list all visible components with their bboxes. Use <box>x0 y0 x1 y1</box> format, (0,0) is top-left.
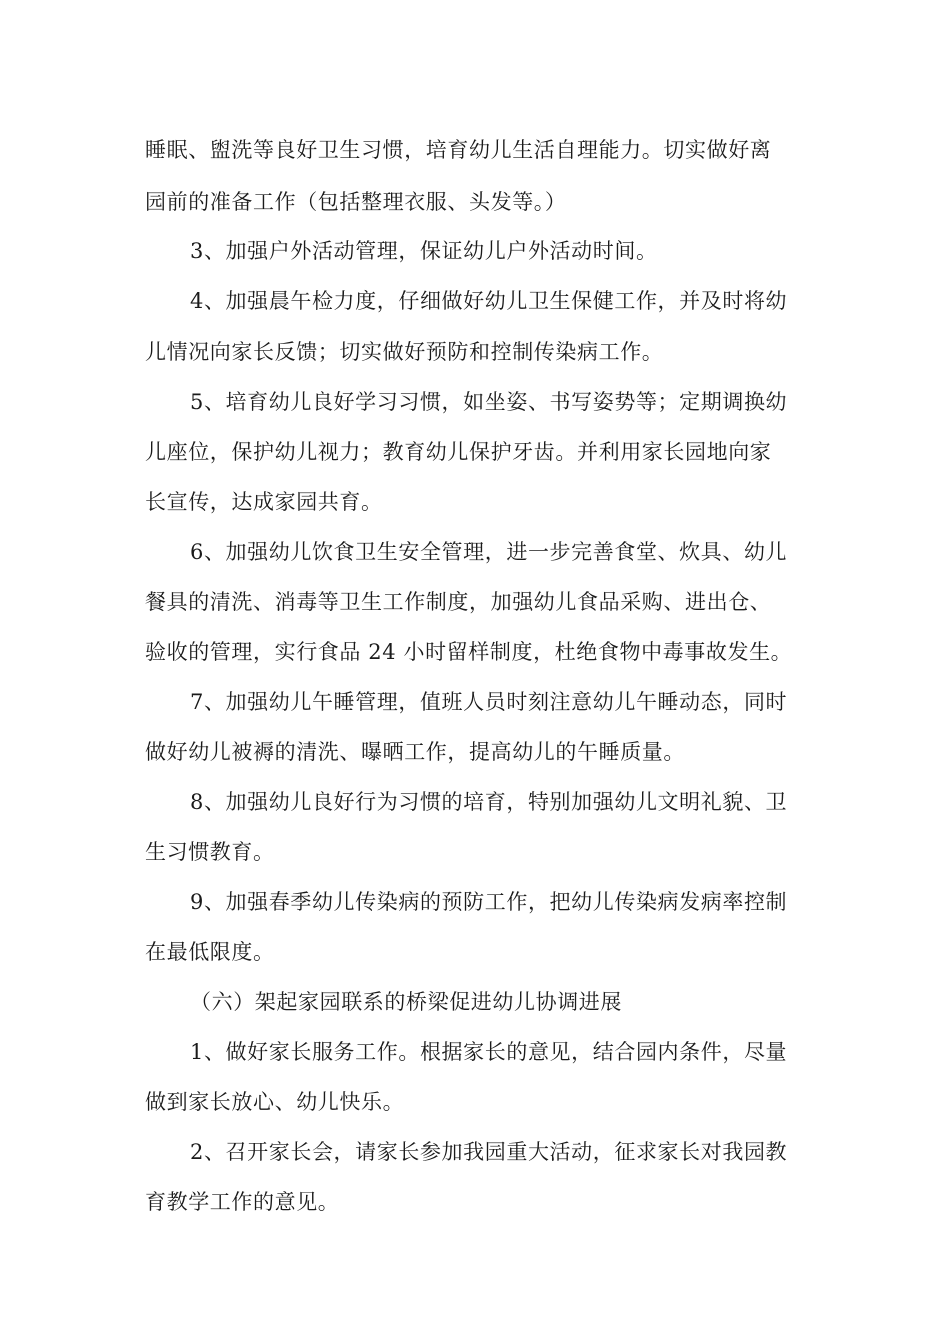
paragraph-line: 验收的管理，实行食品 24 小时留样制度，杜绝食物中毒事故发生。 <box>145 640 793 664</box>
list-item-5: 5、培育幼儿良好学习习惯，如坐姿、书写姿势等；定期调换幼 <box>190 390 788 414</box>
paragraph-line: 生习惯教育。 <box>145 840 275 864</box>
paragraph-line: 园前的准备工作（包括整理衣服、头发等。） <box>145 190 567 214</box>
section-heading: （六）架起家园联系的桥梁促进幼儿协调进展 <box>190 990 622 1014</box>
paragraph-line: 长宣传，达成家园共育。 <box>145 490 383 514</box>
list-item-4: 4、加强晨午检力度，仔细做好幼儿卫生保健工作，并及时将幼 <box>190 289 788 313</box>
paragraph-line: 儿座位，保护幼儿视力；教育幼儿保护牙齿。并利用家长园地向家 <box>145 440 772 464</box>
paragraph-line: 做好幼儿被褥的清洗、曝晒工作，提高幼儿的午睡质量。 <box>145 740 685 764</box>
paragraph-line: 儿情况向家长反馈；切实做好预防和控制传染病工作。 <box>145 340 664 364</box>
paragraph-line: 做到家长放心、幼儿快乐。 <box>145 1090 405 1114</box>
paragraph-line: 育教学工作的意见。 <box>145 1190 340 1214</box>
list-item-9: 9、加强春季幼儿传染病的预防工作，把幼儿传染病发病率控制 <box>190 890 788 914</box>
list-item-6: 6、加强幼儿饮食卫生安全管理，进一步完善食堂、炊具、幼儿 <box>190 540 788 564</box>
list-item-3: 3、加强户外活动管理，保证幼儿户外活动时间。 <box>190 239 658 263</box>
paragraph-line: 餐具的清洗、消毒等卫生工作制度，加强幼儿食品采购、进出仓、 <box>145 590 772 614</box>
list-item-2: 2、召开家长会，请家长参加我园重大活动，征求家长对我园教 <box>190 1140 788 1164</box>
paragraph-line: 在最低限度。 <box>145 940 275 964</box>
list-item-8: 8、加强幼儿良好行为习惯的培育，特别加强幼儿文明礼貌、卫 <box>190 790 788 814</box>
list-item-1: 1、做好家长服务工作。根据家长的意见，结合园内条件，尽量 <box>190 1040 788 1064</box>
list-item-7: 7、加强幼儿午睡管理，值班人员时刻注意幼儿午睡动态，同时 <box>190 690 788 714</box>
paragraph-line: 睡眠、盥洗等良好卫生习惯，培育幼儿生活自理能力。切实做好离 <box>145 138 772 162</box>
